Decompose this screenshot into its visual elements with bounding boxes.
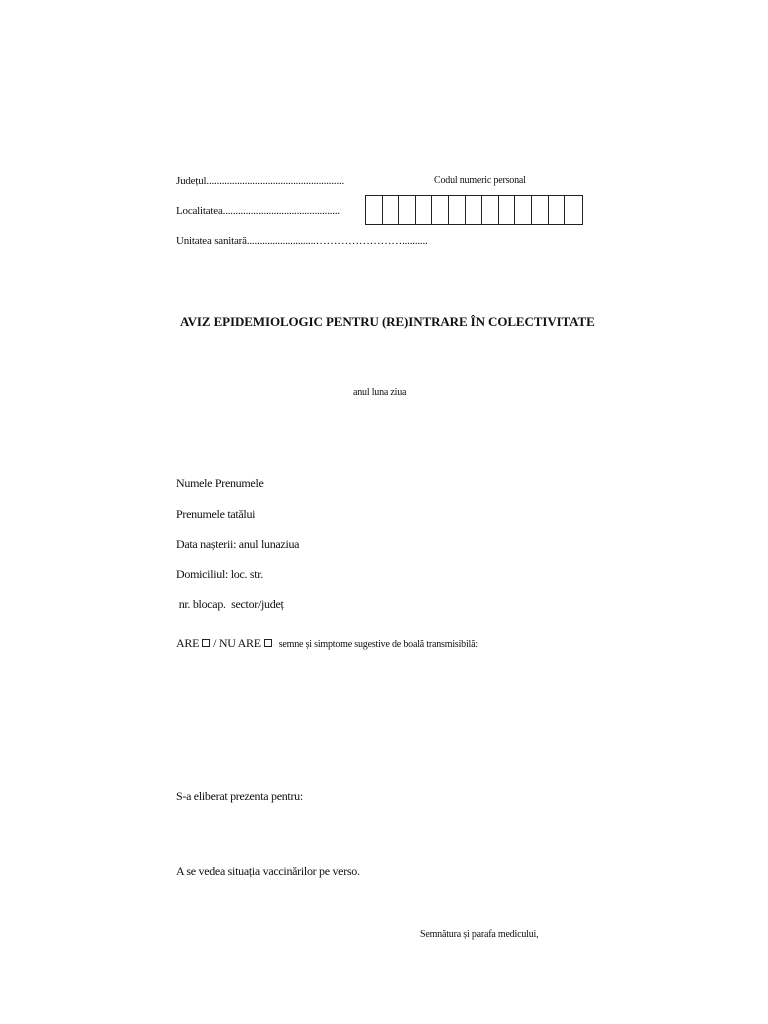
localitate-dots: .............................................. — [222, 205, 340, 217]
cnp-digit-box[interactable] — [549, 196, 566, 224]
cnp-digit-box[interactable] — [532, 196, 549, 224]
cnp-digit-box[interactable] — [466, 196, 483, 224]
cnp-digit-box[interactable] — [482, 196, 499, 224]
cnp-digit-box[interactable] — [366, 196, 383, 224]
symptoms-text: semne și simptome sugestive de boală transmisibilă: — [278, 639, 478, 650]
field-data-nasterii: Data nașterii: anul lunaziua — [176, 537, 300, 551]
cnp-digit-box[interactable] — [565, 196, 582, 224]
symptoms-line — [176, 636, 478, 651]
signature-line: Semnătura și parafa medicului, — [420, 929, 539, 940]
document-title: AVIZ EPIDEMIOLOGIC PENTRU (RE)INTRARE ÎN COLECTIVITATE — [180, 314, 595, 329]
judet-dots: ...................................................... — [206, 175, 345, 187]
field-domiciliu: Domiciliul: loc. str. — [176, 567, 264, 581]
cnp-digit-box[interactable] — [499, 196, 516, 224]
date-line: anul luna ziua — [353, 387, 407, 398]
nu-are-label: NU ARE — [218, 636, 261, 650]
cnp-label: Codul numeric personal — [434, 175, 526, 186]
separator: / — [213, 636, 217, 650]
nu-are-checkbox[interactable] — [264, 639, 272, 647]
eliberat-line: S-a eliberat prezenta pentru: — [176, 789, 303, 803]
cnp-digit-box[interactable] — [432, 196, 449, 224]
cnp-digit-box[interactable] — [449, 196, 466, 224]
cnp-digit-box[interactable] — [515, 196, 532, 224]
judet-line — [176, 175, 344, 187]
localitate-label: Localitatea — [176, 205, 223, 217]
vaccinari-line: A se vedea situația vaccinărilor pe verso. — [176, 864, 360, 878]
cnp-boxes — [365, 195, 583, 225]
unitate-line — [176, 235, 428, 247]
judet-label: Județul — [176, 175, 207, 187]
unitate-label: Unitatea sanitară — [176, 235, 247, 247]
cnp-digit-box[interactable] — [399, 196, 416, 224]
localitate-line — [176, 205, 340, 217]
unitate-dots: ...........................…………………….......... — [246, 235, 428, 247]
cnp-digit-box[interactable] — [383, 196, 400, 224]
cnp-digit-box[interactable] — [416, 196, 433, 224]
field-adresa: nr. blocap. sector/județ — [176, 597, 284, 611]
are-checkbox[interactable] — [202, 639, 210, 647]
are-label: ARE — [176, 636, 200, 650]
field-nume-prenume: Numele Prenumele — [176, 476, 264, 490]
field-prenume-tata: Prenumele tatălui — [176, 507, 256, 521]
